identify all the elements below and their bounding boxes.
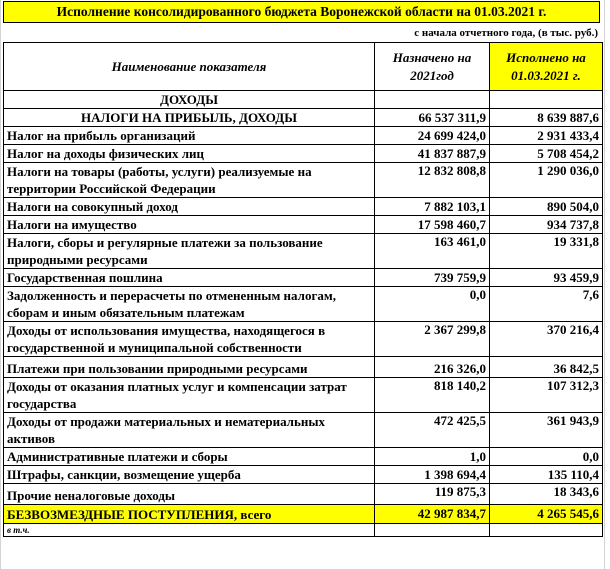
row-planned-cell[interactable]: 739 759,9 xyxy=(375,269,490,287)
section-row xyxy=(4,91,603,109)
budget-table xyxy=(3,42,603,537)
row-executed-cell[interactable]: 0,0 xyxy=(490,448,603,466)
sub-label-cell[interactable]: в т.ч. xyxy=(4,524,375,537)
total-executed-cell[interactable]: 4 265 545,6 xyxy=(490,505,603,524)
row-name-cell[interactable]: Задолженность и перерасчеты по отмененным налогам, сборам и иным обязательным платежам xyxy=(4,287,375,322)
row-executed-cell[interactable]: 93 459,9 xyxy=(490,269,603,287)
empty-cell[interactable] xyxy=(490,91,603,109)
row-name-cell[interactable]: Налог на доходы физических лиц xyxy=(4,145,375,163)
report-title[interactable]: Исполнение консолидированного бюджета Воронежской области на 01.03.2021 г. xyxy=(3,1,600,23)
row-name-cell[interactable]: Налоги на совокупный доход xyxy=(4,198,375,216)
row-planned-cell[interactable]: 818 140,2 xyxy=(375,378,490,413)
gridline xyxy=(0,0,1,569)
table-row xyxy=(4,234,603,269)
row-executed-cell[interactable]: 18 343,6 xyxy=(490,484,603,505)
row-name-cell[interactable]: Платежи при пользовании природными ресурсами xyxy=(4,357,375,378)
row-executed-cell[interactable]: 5 708 454,2 xyxy=(490,145,603,163)
empty-cell[interactable] xyxy=(375,91,490,109)
row-planned-cell[interactable]: 216 326,0 xyxy=(375,357,490,378)
table-row xyxy=(4,163,603,198)
table-row xyxy=(4,127,603,145)
row-name-cell[interactable]: Налоги на товары (работы, услуги) реализуемые на территории Российской Федерации xyxy=(4,163,375,198)
table-row xyxy=(4,413,603,448)
section-label[interactable]: ДОХОДЫ xyxy=(4,91,375,109)
row-name-cell[interactable]: Доходы от оказания платных услуг и компенсации затрат государства xyxy=(4,378,375,413)
row-name-cell[interactable]: Доходы от использования имущества, находящегося в государственной и муниципальной собственности xyxy=(4,322,375,357)
row-executed-cell[interactable]: 8 639 887,6 xyxy=(490,109,603,127)
table-row xyxy=(4,357,603,378)
table-row xyxy=(4,378,603,413)
row-executed-cell[interactable]: 2 931 433,4 xyxy=(490,127,603,145)
row-planned-cell[interactable]: 41 837 887,9 xyxy=(375,145,490,163)
empty-cell[interactable] xyxy=(490,524,603,537)
table-row xyxy=(4,448,603,466)
row-name-cell[interactable]: Государственная пошлина xyxy=(4,269,375,287)
table-row xyxy=(4,484,603,505)
row-executed-cell[interactable]: 370 216,4 xyxy=(490,322,603,357)
total-row xyxy=(4,505,603,524)
row-executed-cell[interactable]: 36 842,5 xyxy=(490,357,603,378)
table-row xyxy=(4,287,603,322)
table-row xyxy=(4,269,603,287)
row-name-cell[interactable]: Налог на прибыль организаций xyxy=(4,127,375,145)
row-planned-cell[interactable]: 2 367 299,8 xyxy=(375,322,490,357)
total-planned-cell[interactable]: 42 987 834,7 xyxy=(375,505,490,524)
row-executed-cell[interactable]: 1 290 036,0 xyxy=(490,163,603,198)
row-planned-cell[interactable]: 1 398 694,4 xyxy=(375,466,490,484)
row-planned-cell[interactable]: 1,0 xyxy=(375,448,490,466)
row-name-cell[interactable]: Прочие неналоговые доходы xyxy=(4,484,375,505)
row-planned-cell[interactable]: 66 537 311,9 xyxy=(375,109,490,127)
row-planned-cell[interactable]: 472 425,5 xyxy=(375,413,490,448)
row-planned-cell[interactable]: 12 832 808,8 xyxy=(375,163,490,198)
table-row xyxy=(4,466,603,484)
row-name-cell[interactable]: Налоги на имущество xyxy=(4,216,375,234)
table-row xyxy=(4,322,603,357)
row-planned-cell[interactable]: 0,0 xyxy=(375,287,490,322)
row-name-cell[interactable]: Штрафы, санкции, возмещение ущерба xyxy=(4,466,375,484)
row-executed-cell[interactable]: 7,6 xyxy=(490,287,603,322)
table-row xyxy=(4,198,603,216)
table-row xyxy=(4,216,603,234)
row-executed-cell[interactable]: 135 110,4 xyxy=(490,466,603,484)
row-name-cell[interactable]: Налоги, сборы и регулярные платежи за пользование природными ресурсами xyxy=(4,234,375,269)
header-name-cell[interactable]: Наименование показателя xyxy=(4,43,375,91)
row-executed-cell[interactable]: 19 331,8 xyxy=(490,234,603,269)
row-planned-cell[interactable]: 7 882 103,1 xyxy=(375,198,490,216)
row-planned-cell[interactable]: 17 598 460,7 xyxy=(375,216,490,234)
row-planned-cell[interactable]: 163 461,0 xyxy=(375,234,490,269)
header-row xyxy=(4,43,603,91)
row-planned-cell[interactable]: 24 699 424,0 xyxy=(375,127,490,145)
table-row xyxy=(4,145,603,163)
gridline xyxy=(604,0,605,569)
table-row xyxy=(4,109,603,127)
header-planned-cell[interactable]: Назначено на 2021год xyxy=(375,43,490,91)
row-name-cell[interactable]: Административные платежи и сборы xyxy=(4,448,375,466)
row-planned-cell[interactable]: 119 875,3 xyxy=(375,484,490,505)
row-executed-cell[interactable]: 934 737,8 xyxy=(490,216,603,234)
empty-cell[interactable] xyxy=(375,524,490,537)
total-name-cell[interactable]: БЕЗВОЗМЕЗДНЫЕ ПОСТУПЛЕНИЯ, всего xyxy=(4,505,375,524)
header-executed-cell[interactable]: Исполнено на 01.03.2021 г. xyxy=(490,43,603,91)
row-executed-cell[interactable]: 890 504,0 xyxy=(490,198,603,216)
row-name-cell[interactable]: Доходы от продажи материальных и нематериальных активов xyxy=(4,413,375,448)
row-executed-cell[interactable]: 361 943,9 xyxy=(490,413,603,448)
row-executed-cell[interactable]: 107 312,3 xyxy=(490,378,603,413)
sub-row xyxy=(4,524,603,537)
units-note[interactable]: с начала отчетного года, (в тыс. руб.) xyxy=(414,27,598,39)
row-name-cell[interactable]: НАЛОГИ НА ПРИБЫЛЬ, ДОХОДЫ xyxy=(4,109,375,127)
